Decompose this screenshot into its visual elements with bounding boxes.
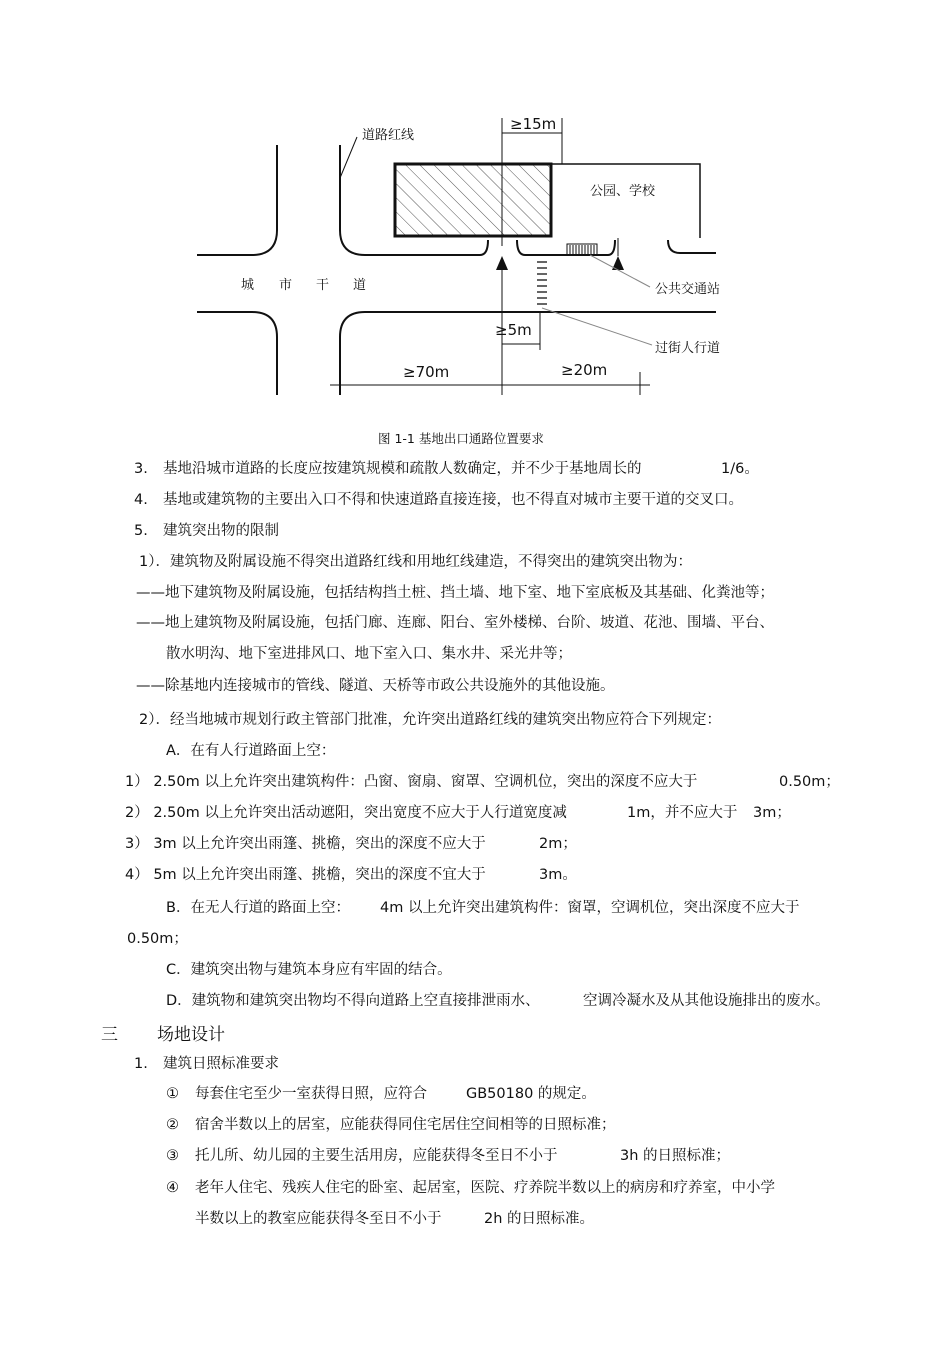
section-title: 场地设计 (157, 1025, 225, 1045)
sunlight-mark-4: ④ (166, 1180, 179, 1196)
rule-2-value-1: 1m，并不应大于 (627, 805, 738, 821)
rule-4-value: 3m。 (539, 867, 577, 883)
item-4-text: 基地或建筑物的主要出入口不得和快速道路直接连接，也不得直对城市主要干道的交叉口。 (163, 492, 743, 508)
dash-item-aboveground-cont: 散水明沟、地下室进排风口、地下室入口、集水井、采光井等； (166, 646, 572, 662)
sunlight-rule-4-value: 2h 的日照标准。 (484, 1211, 595, 1227)
dim-15-label: ≥15m (510, 115, 557, 133)
crosswalk-mark (537, 262, 547, 304)
clause-A: A．在有人行道路面上空： (166, 743, 336, 759)
bus-stop-label: 公共交通站 (655, 282, 721, 297)
clause-2: 2）．经当地城市规划行政主管部门批准，允许突出道路红线的建筑突出物应符合下列规定： (139, 712, 721, 728)
main-road-char-1: 城 (241, 278, 255, 293)
clause-1: 1）．建筑物及附属设施不得突出道路红线和用地红线建造，不得突出的建筑突出物为： (139, 554, 692, 570)
bus-leader (590, 255, 650, 287)
red-line-leader (340, 137, 357, 178)
sunlight-rule-1-value: GB50180 的规定。 (466, 1086, 596, 1102)
site-exit-diagram (0, 0, 950, 420)
crosswalk-label: 过街人行道 (655, 341, 721, 356)
clause-D-cont: 空调冷凝水及从其他设施排出的废水。 (583, 993, 830, 1009)
clause-B-value: 0.50m； (127, 931, 188, 947)
figure-caption: 图 1-1 基地出口通路位置要求 (378, 431, 544, 446)
sunlight-rule-3-value: 3h 的日照标准； (620, 1148, 731, 1164)
rule-3-value: 2m； (539, 836, 577, 852)
clause-C: C．建筑突出物与建筑本身应有牢固的结合。 (166, 962, 452, 978)
item-3-value: 1/6。 (721, 461, 759, 477)
item-3-text: 基地沿城市道路的长度应按建筑规模和疏散人数确定，并不少于基地周长的 (163, 461, 642, 477)
crosswalk-leader (542, 308, 652, 345)
item-5-text: 建筑突出物的限制 (163, 523, 279, 539)
sunlight-rule-3: 托儿所、幼儿园的主要生活用房，应能获得冬至日不小于 (195, 1148, 558, 1164)
dim-20-label: ≥20m (561, 361, 608, 379)
dim-5-label: ≥5m (495, 321, 532, 339)
sunlight-mark-3: ③ (166, 1148, 179, 1164)
park-boundary (551, 164, 700, 238)
main-road-char-2: 市 (279, 278, 293, 293)
item-4-number: 4. (134, 492, 148, 508)
building-block (395, 164, 551, 236)
clause-B: B．在无人行道的路面上空： (166, 900, 350, 916)
rule-3: 3） 3m 以上允许突出雨篷、挑檐，突出的深度不应大于 (125, 836, 486, 852)
item-5-number: 5. (134, 523, 148, 539)
sunlight-mark-1: ① (166, 1086, 179, 1102)
dash-item-aboveground: ——地上建筑物及附属设施，包括门廊、连廊、阳台、室外楼梯、台阶、坡道、花池、围墙、平台、 (136, 615, 774, 631)
sunlight-number: 1. (134, 1056, 148, 1072)
bus-stop-mark (567, 244, 597, 255)
dash-item-other: ——除基地内连接城市的管线、隧道、天桥等市政公共设施外的其他设施。 (136, 678, 615, 694)
rule-1: 1） 2.50m 以上允许突出建筑构件：凸窗、窗扇、窗罩、空调机位，突出的深度不应大于 (125, 774, 698, 790)
sunlight-rule-2: 宿舍半数以上的居室，应能获得同住宅居住空间相等的日照标准； (195, 1117, 616, 1133)
sunlight-mark-2: ② (166, 1117, 179, 1133)
rule-2: 2） 2.50m 以上允许突出活动遮阳，突出宽度不应大于人行道宽度减 (125, 805, 567, 821)
park-school-label: 公园、学校 (590, 184, 656, 199)
sunlight-rule-4-cont: 半数以上的教室应能获得冬至日不小于 (195, 1211, 442, 1227)
item-3-number: 3. (134, 461, 148, 477)
clause-D: D．建筑物和建筑突出物均不得向道路上空直接排泄雨水、 (166, 993, 540, 1009)
main-road-char-4: 道 (353, 278, 367, 293)
sunlight-rule-4: 老年人住宅、残疾人住宅的卧室、起居室，医院、疗养院半数以上的病房和疗养室，中小学 (195, 1180, 775, 1196)
rule-4: 4） 5m 以上允许突出雨篷、挑檐，突出的深度不宜大于 (125, 867, 486, 883)
clause-B-rule: 4m 以上允许突出建筑构件：窗罩，空调机位，突出深度不应大于 (380, 900, 800, 916)
rule-1-value: 0.50m； (779, 774, 840, 790)
dash-item-underground: ——地下建筑物及附属设施，包括结构挡土桩、挡土墙、地下室、地下室底板及其基础、化粪池等； (136, 585, 774, 601)
main-road-char-3: 干 (316, 278, 330, 293)
section-number: 三 (101, 1025, 118, 1045)
rule-2-value-2: 3m； (753, 805, 791, 821)
sunlight-rule-1: 每套住宅至少一室获得日照，应符合 (195, 1086, 427, 1102)
dim-70-label: ≥70m (403, 363, 450, 381)
red-line-label: 道路红线 (362, 128, 415, 143)
sunlight-title: 建筑日照标准要求 (163, 1056, 279, 1072)
